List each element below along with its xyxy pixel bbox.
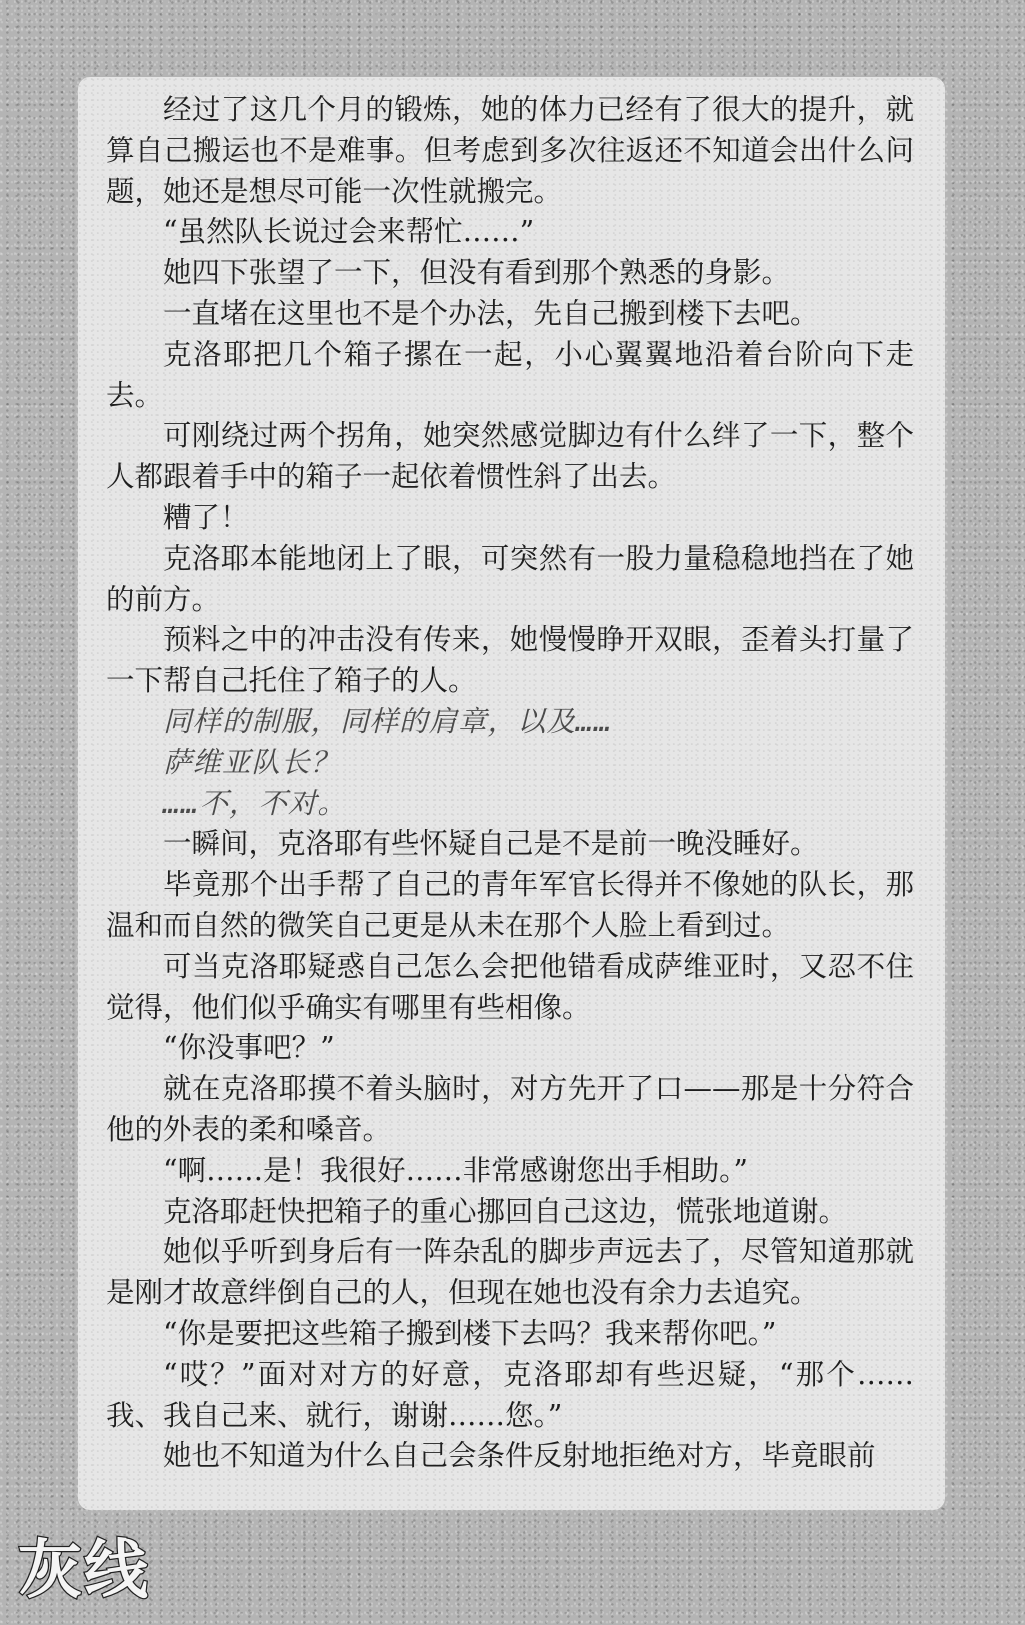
paragraph: “虽然队长说过会来帮忙……” — [163, 215, 535, 249]
paragraph: 一瞬间，克洛耶有些怀疑自己是不是前一晚没睡好。 — [163, 827, 819, 861]
paragraph: 一直堵在这里也不是个办法，先自己搬到楼下去吧。 — [163, 296, 819, 330]
paragraph: 糟了！ — [163, 500, 249, 534]
paragraph: 就在克洛耶摸不着头脑时，对方先开了口——那是十分符合他的外表的柔和嗓音。 — [106, 1072, 914, 1146]
thought-paragraph: 萨维亚队长？ — [163, 745, 341, 779]
paragraph: 可刚绕过两个拐角，她突然感觉脚边有什么绊了一下，整个人都跟着手中的箱子一起依着惯性斜了出去。 — [106, 419, 914, 494]
paragraph: “啊……是！我很好……非常感谢您出手相助。” — [163, 1153, 748, 1187]
thought-paragraph: 同样的制服，同样的肩章，以及…… — [163, 704, 613, 738]
paragraph: 她四下张望了一下，但没有看到那个熟悉的身影。 — [163, 256, 791, 290]
paragraph: 经过了这几个月的锻炼，她的体力已经有了很大的提升，就算自己搬运也不是难事。但考虑到多次往返还不知道会出什么问题，她还是想尽可能一次性就搬完。 — [106, 93, 914, 208]
text-panel — [78, 77, 945, 1510]
logo-text: 灰线 — [18, 1534, 150, 1608]
paragraph: “你没事吧？” — [163, 1031, 335, 1065]
thought-paragraph: ……不，不对。 — [163, 786, 347, 820]
story-text — [106, 90, 914, 1477]
paragraph: 克洛耶赶快把箱子的重心挪回自己这边，慌张地道谢。 — [163, 1194, 848, 1228]
paragraph: 克洛耶本能地闭上了眼，可突然有一股力量稳稳地挡在了她的前方。 — [106, 541, 914, 616]
paragraph: 克洛耶把几个箱子摞在一起，小心翼翼地沿着台阶向下走去。 — [106, 337, 914, 412]
paragraph: “哎？”面对对方的好意，克洛耶却有些迟疑，“那个……我、我自己来、就行，谢谢……您。” — [106, 1357, 914, 1432]
paragraph: 毕竟那个出手帮了自己的青年军官长得并不像她的队长，那温和而自然的微笑自己更是从未在那个人脸上看到过。 — [106, 868, 914, 942]
paragraph: 预料之中的冲击没有传来，她慢慢睁开双眼，歪着头打量了一下帮自己托住了箱子的人。 — [106, 623, 914, 698]
logo — [16, 1528, 166, 1608]
paragraph: 可当克洛耶疑惑自己怎么会把他错看成萨维亚时，又忍不住觉得，他们似乎确实有哪里有些相像。 — [106, 949, 914, 1024]
paragraph: “你是要把这些箱子搬到楼下去吗？我来帮你吧。” — [163, 1316, 777, 1350]
paragraph: 她似乎听到身后有一阵杂乱的脚步声远去了，尽管知道那就是刚才故意绊倒自己的人，但现在她也没有余力去追究。 — [106, 1235, 914, 1310]
paragraph: 她也不知道为什么自己会条件反射地拒绝对方，毕竟眼前 — [163, 1439, 876, 1473]
